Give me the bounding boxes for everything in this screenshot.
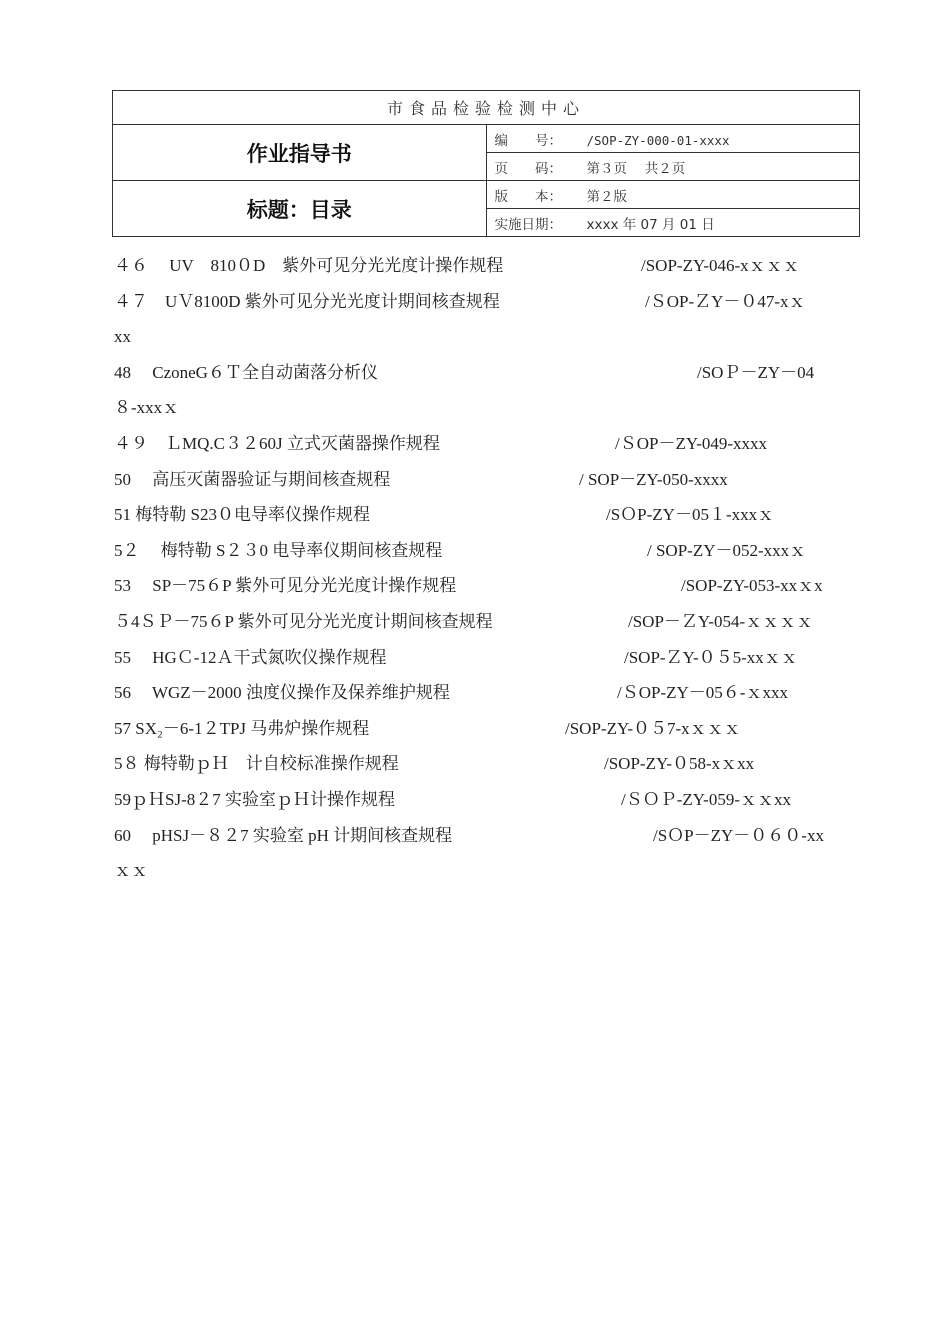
- toc-entry: [114, 782, 860, 818]
- toc-entry: [114, 640, 860, 676]
- page-label: 页 码：: [494, 160, 562, 177]
- document-header: [112, 90, 860, 237]
- toc-entry-title: 51 梅特勒 S23０电导率仪操作规程: [114, 505, 370, 525]
- doc-type: 作业指导书: [113, 125, 487, 181]
- toc-entry-title: ４９ ＬMQ.C３２60J 立式灭菌器操作规程: [114, 433, 440, 453]
- toc-entry-code: /ＳＯＰ-ZY-059-ｘｘxx: [621, 789, 791, 809]
- toc-entry-code: / SOP－ZY-050-xxxx: [579, 469, 728, 489]
- toc-entry: [114, 711, 860, 747]
- page-field: [486, 153, 860, 181]
- toc-entry: [114, 248, 860, 284]
- toc-entry-code-continuation: xx: [114, 327, 131, 347]
- toc-entry-title: 5８ 梅特勒ｐＨ 计自校标准操作规程: [114, 754, 399, 774]
- toc-entry-code: /ＳOP-ＺY－０47-xｘ: [645, 291, 806, 311]
- toc-entry: [114, 533, 860, 569]
- version-field: [486, 181, 860, 209]
- toc-entry-code: /SＯP－ZY－０６０-xx: [653, 825, 824, 845]
- effective-date-value: xxxx 年 07 月 01 日: [586, 216, 715, 233]
- toc-entry-title: 60 pHSJ－８２7 实验室 pH 计期间核查规程: [114, 825, 453, 845]
- toc-entry-title: ４６ UV 810０D 紫外可见分光光度计操作规程: [114, 256, 504, 275]
- toc-entry: [114, 675, 860, 711]
- doc-number-label: 编 号：: [494, 132, 562, 149]
- toc-entry: [114, 284, 860, 355]
- toc-entry-code: /ＳOP－ZY-049-xxxx: [615, 433, 768, 453]
- toc-entry: [114, 568, 860, 604]
- toc-entry-title: 50 高压灭菌器验证与期间核查规程: [114, 469, 391, 489]
- toc-entry: [114, 426, 860, 462]
- toc-entry-title: 48 CzoneG６Ｔ全自动菌落分析仪: [114, 362, 378, 382]
- toc-entry-title: ４７ UＶ8100D 紫外可见分光光度计期间核查规程: [114, 291, 500, 311]
- page-value: 第３页 共２页: [586, 160, 686, 177]
- toc-entry-code: /SOP－ＺY-054-ｘｘｘｘ: [628, 611, 814, 631]
- toc-entry: [114, 746, 860, 782]
- toc-entry: [114, 818, 860, 889]
- version-label: 版 本：: [494, 188, 562, 205]
- toc-entry-code: / SOP-ZY－052-xxxｘ: [647, 540, 807, 560]
- organization-name: 市食品检验检测中心: [113, 91, 860, 125]
- toc-entry: [114, 604, 860, 640]
- toc-entry: [114, 355, 860, 426]
- effective-date-label: 实施日期：: [494, 216, 562, 233]
- toc-entry-title: 53 SP－75６P 紫外可见分光光度计操作规程: [114, 576, 457, 596]
- doc-number-value: /SOP-ZY-000-01-xxxx: [586, 132, 730, 148]
- doc-title: 标题：目录: [113, 181, 487, 237]
- toc-entry-title: 5２ 梅特勒 S２３0 电导率仪期间核查规程: [114, 540, 443, 560]
- toc-entry-code-continuation: ８-xxxｘ: [114, 398, 180, 418]
- effective-date-field: [486, 209, 860, 237]
- toc-entry-code: /SOP-ＺY-０５5-xxｘｘ: [624, 647, 798, 667]
- toc-entry: [114, 497, 860, 533]
- version-value: 第２版: [586, 188, 627, 205]
- toc-entry-code: /ＳOP-ZY－05６-ｘxxx: [617, 683, 788, 703]
- toc-entry-code-continuation: ｘｘ: [114, 861, 148, 881]
- toc-entry-code: /SOP-ZY-046-xｘｘｘ: [641, 256, 800, 275]
- toc-entry-title: ５4ＳＰ－75６P 紫外可见分光光度计期间核查规程: [114, 611, 493, 631]
- toc-entry-title: 55 HGＣ-12Ａ干式氮吹仪操作规程: [114, 647, 387, 667]
- doc-number-field: [486, 125, 860, 153]
- toc-entry-code: /SOP-ZY-053-xxｘx: [681, 576, 823, 596]
- toc-entry-title: 57 SX₂－6-1２TPJ 马弗炉操作规程: [114, 718, 370, 738]
- toc-entry-code: /SＯP-ZY－05１-xxxｘ: [606, 505, 775, 525]
- toc-entry-code: /SOP-ZY-０５7-xｘｘｘ: [565, 718, 741, 738]
- toc-entry-code: /SOＰ－ZY－04: [697, 362, 815, 382]
- toc-entry-title: 56 WGZ－2000 浊度仪操作及保养维护规程: [114, 683, 450, 703]
- toc-entry: [114, 462, 860, 498]
- toc-entry-title: 59ｐＨSJ-8２7 实验室ｐＨ计操作规程: [114, 789, 395, 809]
- toc-list: [114, 248, 860, 889]
- toc-entry-code: /SOP-ZY-０58-xｘxx: [604, 754, 755, 774]
